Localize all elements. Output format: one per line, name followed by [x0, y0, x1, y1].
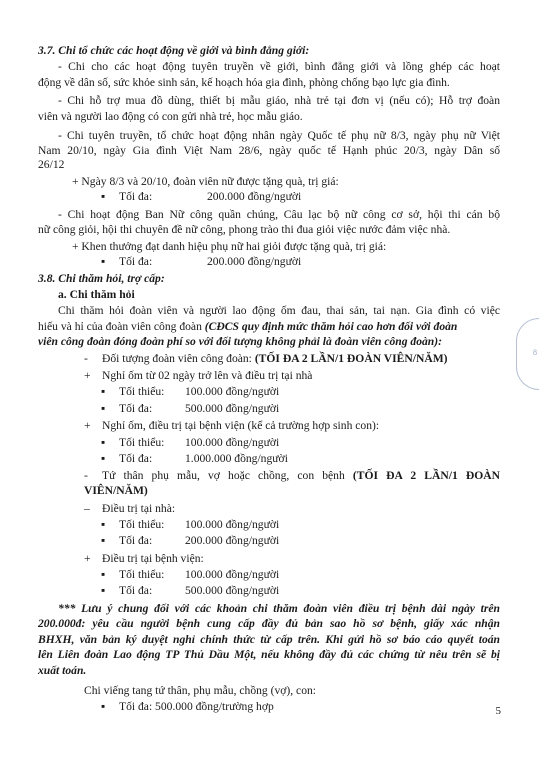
- bullet-icon: ▪: [101, 385, 106, 398]
- bullet-row: ▪ Tối thiểu:: [101, 385, 165, 398]
- gift-line: + Ngày 8/3 và 20/10, đoàn viên nữ được tặng quà, trị giá:: [72, 175, 339, 188]
- paragraph-line: - Chi hoạt động Ban Nữ công quần chúng, Câu lạc bộ nữ công cơ sở, hội thi cán bộ: [58, 208, 500, 221]
- list-item: - Tứ thân phụ mẫu, vợ hoặc chồng, con bệnh (TỐI ĐA 2 LẦN/1 ĐOÀN: [84, 469, 500, 482]
- bullet-row: ▪ Tối đa: 500.000 đồng/trường hợp: [101, 700, 274, 713]
- paragraph-line: viên và người lao động có con gửi nhà trẻ, học mẫu giáo.: [38, 110, 303, 123]
- bullet-icon: ▪: [101, 255, 106, 268]
- list-item: + Nghỉ ốm, điều trị tại bệnh viện (kể cả trường hợp sinh con):: [84, 419, 380, 432]
- dash-icon: –: [84, 502, 90, 515]
- amount-value: 1.000.000 đồng/người: [185, 452, 288, 465]
- paragraph-line: - Chi hỗ trợ mua đồ dùng, thiết bị mẫu giáo, nhà trẻ tại đơn vị (nếu có); Hỗ trợ đoàn: [58, 94, 500, 107]
- page-number: 5: [495, 705, 501, 717]
- amount-value: 500.000 đồng/người: [185, 584, 280, 597]
- list-item: – Điều trị tại nhà:: [84, 502, 176, 515]
- note-line: 200.000đ: yêu cầu người bệnh cung cấp đầy đủ bản sao hồ sơ bệnh, giấy xác nhận: [38, 617, 500, 630]
- paragraph-line: - Chi tuyên truyền, tổ chức hoạt động nhân ngày Quốc tế phụ nữ 8/3, ngày phụ nữ Việt: [58, 129, 500, 142]
- seal-mark: 8: [533, 348, 537, 357]
- list-item: - Đối tượng đoàn viên công đoàn: (TỐI ĐA 2 LẦN/1 ĐOÀN VIÊN/NĂM): [84, 352, 448, 365]
- paragraph-line: nữ công giỏi, hội thi chuyên đề nữ công, phong trào thi đua giỏi việc nước đảm việc nhà.: [38, 223, 451, 236]
- amount-value: 200.000 đồng/người: [207, 255, 302, 268]
- bullet-row: ▪ Tối thiểu:: [101, 568, 165, 581]
- paragraph-line: động về dân số, sức khỏe sinh sản, kế hoạch hóa gia đình, phòng chống bạo lực gia đình.: [38, 76, 450, 89]
- bullet-icon: ▪: [101, 190, 106, 203]
- bullet-row: ▪ Tối thiểu:: [101, 436, 165, 449]
- paragraph-line: Nam 20/10, ngày Gia đình Việt Nam 28/6, ngày quốc tế Hạnh phúc 20/3, ngày Dân số: [38, 144, 500, 157]
- bullet-icon: ▪: [101, 518, 106, 531]
- list-item: + Điều trị tại bệnh viện:: [84, 552, 204, 565]
- funeral-line: Chi viếng tang tứ thân, phụ mẫu, chồng (vợ), con:: [84, 684, 317, 697]
- amount-value: 200.000 đồng/người: [207, 190, 302, 203]
- bullet-row: ▪ Tối đa:: [101, 534, 153, 547]
- bullet-icon: ▪: [101, 700, 106, 713]
- bullet-icon: ▪: [101, 436, 106, 449]
- note-line: BHXH, văn bản ký duyệt nghỉ chính thức từ cấp trên. Khi gửi hồ sơ báo cáo quyết toán: [38, 633, 500, 646]
- amount-value: 100.000 đồng/người: [185, 385, 280, 398]
- subsection-a-heading: a. Chi thăm hỏi: [58, 288, 135, 301]
- amount-value: 100.000 đồng/người: [185, 436, 280, 449]
- plus-icon: +: [84, 552, 91, 565]
- bullet-icon: ▪: [101, 402, 106, 415]
- dash-icon: -: [84, 352, 88, 365]
- paragraph-line: VIÊN/NĂM): [84, 484, 148, 497]
- dash-icon: -: [84, 469, 88, 482]
- note-line: *** Lưu ý chung đối với các khoản chi thăm đoàn viên điều trị bệnh dài ngày trên: [58, 602, 500, 615]
- plus-icon: +: [84, 419, 91, 432]
- paragraph-line: 26/12: [38, 158, 65, 171]
- bullet-icon: ▪: [101, 568, 106, 581]
- paragraph-line: - Chi cho các hoạt động tuyên truyền về giới, bình đẳng giới và lồng ghép các hoạt: [58, 60, 500, 73]
- bullet-row: ▪ Tối đa:: [101, 452, 153, 465]
- bullet-icon: ▪: [101, 452, 106, 465]
- paragraph-line: viên công đoàn đóng đoàn phí so với đối tượng không phải là đoàn viên công đoàn):: [38, 335, 442, 348]
- amount-value: 100.000 đồng/người: [185, 518, 280, 531]
- reward-line: + Khen thưởng đạt danh hiệu phụ nữ hai giỏi được tặng quà, trị giá:: [72, 240, 387, 253]
- bullet-icon: ▪: [101, 534, 106, 547]
- note-line: xuất toán.: [38, 664, 87, 677]
- bullet-row: ▪ Tối thiểu:: [101, 518, 165, 531]
- plus-icon: +: [84, 369, 91, 382]
- paragraph-line: hiếu và hỉ của đoàn viên công đoàn (CĐCS quy định mức thăm hỏi cao hơn đối với đoàn: [38, 320, 458, 333]
- bullet-icon: ▪: [101, 584, 106, 597]
- amount-value: 500.000 đồng/người: [185, 402, 280, 415]
- section-3-7-heading: 3.7. Chi tổ chức các hoạt động về giới và bình đẳng giới:: [38, 44, 310, 57]
- amount-value: 100.000 đồng/người: [185, 568, 280, 581]
- amount-value: 200.000 đồng/người: [185, 534, 280, 547]
- paragraph-line: Chi thăm hỏi đoàn viên và người lao động ốm đau, thai sản, tai nạn. Gia đình có việc: [58, 304, 500, 317]
- bullet-row: ▪ Tối đa:: [101, 584, 153, 597]
- bullet-row: ▪ Tối đa:: [101, 402, 153, 415]
- note-line: lên Liên đoàn Lao động TP Thủ Dầu Một, nếu không đầy đủ các chứng từ nêu trên sẽ bị: [38, 648, 500, 661]
- section-3-8-heading: 3.8. Chi thăm hỏi, trợ cấp:: [38, 272, 165, 285]
- bullet-row: ▪ Tối đa:: [101, 190, 153, 203]
- bullet-row: ▪ Tối đa:: [101, 255, 153, 268]
- list-item: + Nghỉ ốm từ 02 ngày trở lên và điều trị tại nhà: [84, 369, 313, 382]
